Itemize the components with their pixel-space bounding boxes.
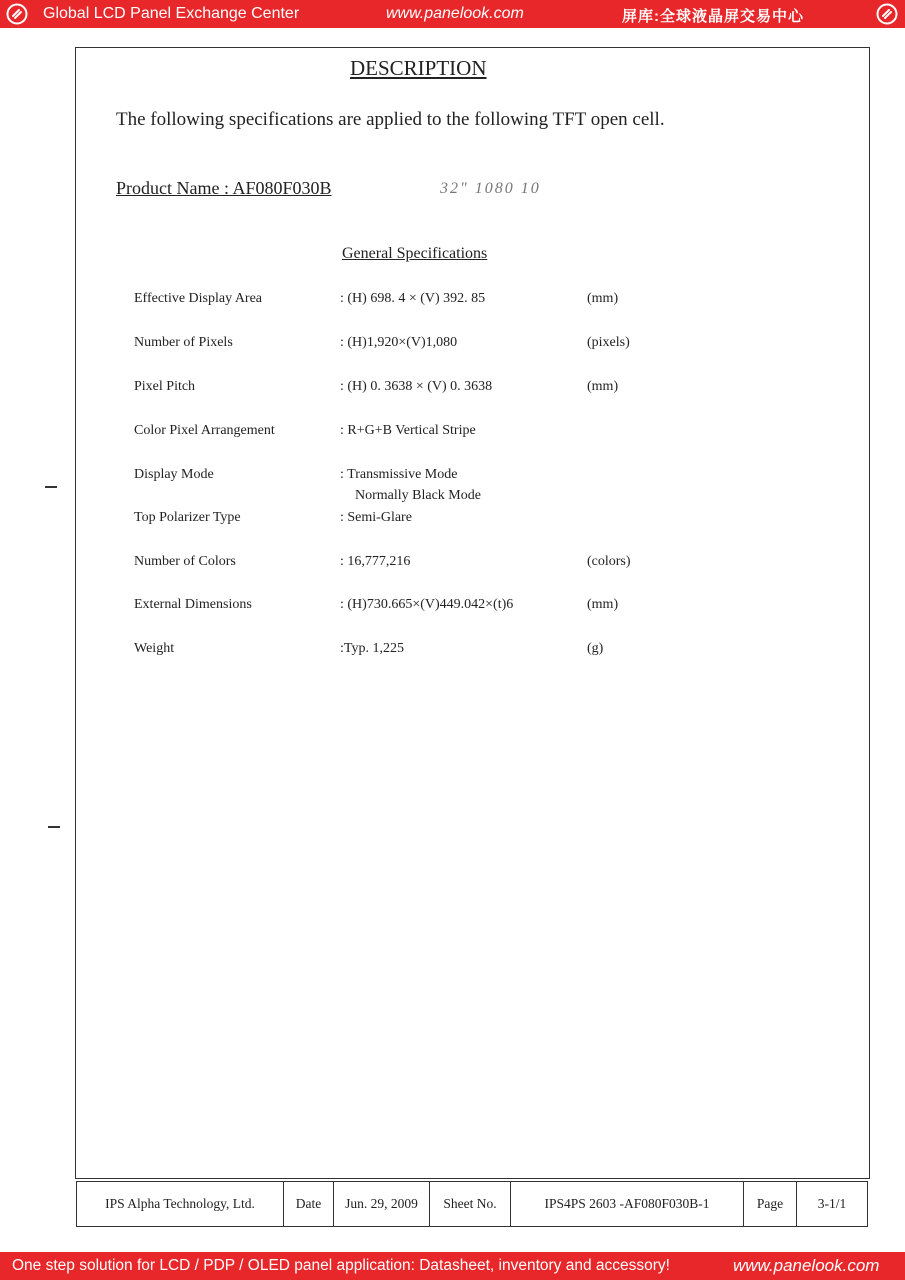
top-banner xyxy=(0,0,905,28)
banner-url-link[interactable]: www.panelook.com xyxy=(386,5,524,22)
spec-label: Weight xyxy=(134,641,175,656)
spec-unit: (mm) xyxy=(587,291,619,306)
date-value: Jun. 29, 2009 xyxy=(334,1182,430,1227)
bottom-banner-text: One step solution for LCD / PDP / OLED panel application: Datasheet, inventory and accessory! xyxy=(12,1257,670,1274)
scan-mark xyxy=(45,486,57,488)
company-name: IPS Alpha Technology, Ltd. xyxy=(77,1182,284,1227)
handwritten-note: 32" 1080 10 xyxy=(440,180,541,197)
spec-unit: (mm) xyxy=(587,597,619,612)
document-frame xyxy=(75,47,870,1179)
spec-value: : (H) 0. 3638 × (V) 0. 3638 xyxy=(340,379,493,394)
spec-label: Number of Pixels xyxy=(134,335,233,350)
intro-text: The following specifications are applied to the following TFT open cell. xyxy=(116,109,665,130)
spec-label: Display Mode xyxy=(134,467,214,482)
banner-chinese-title: 屏库:全球液晶屏交易中心 xyxy=(622,8,804,25)
banner-title: Global LCD Panel Exchange Center xyxy=(43,5,300,22)
scan-mark xyxy=(48,826,60,828)
spec-value: : Transmissive Mode xyxy=(340,467,458,482)
page-title: DESCRIPTION xyxy=(350,56,487,80)
date-label: Date xyxy=(284,1182,334,1227)
spec-label: Pixel Pitch xyxy=(134,379,196,394)
spec-heading: General Specifications xyxy=(342,245,488,262)
spec-value: : (H)730.665×(V)449.042×(t)6 xyxy=(340,597,514,612)
spec-value: : Semi-Glare xyxy=(340,510,412,525)
page-value: 3-1/1 xyxy=(797,1182,868,1227)
page-label: Page xyxy=(744,1182,797,1227)
spec-label: Top Polarizer Type xyxy=(134,510,241,525)
product-name: Product Name : AF080F030B xyxy=(116,178,332,198)
spec-unit: (colors) xyxy=(587,554,631,569)
spec-label: Number of Colors xyxy=(134,554,236,569)
spec-value: : 16,777,216 xyxy=(340,554,411,569)
spec-label: Color Pixel Arrangement xyxy=(134,423,275,438)
panelook-logo-icon[interactable] xyxy=(6,3,28,25)
spec-label: Effective Display Area xyxy=(134,291,263,306)
spec-value: : R+G+B Vertical Stripe xyxy=(340,423,476,438)
spec-value: :Typ. 1,225 xyxy=(340,641,404,656)
spec-value: Normally Black Mode xyxy=(355,488,481,503)
sheet-label: Sheet No. xyxy=(430,1182,511,1227)
spec-unit: (mm) xyxy=(587,379,619,394)
panelook-logo-icon[interactable] xyxy=(876,3,898,25)
bottom-banner-url-link[interactable]: www.panelook.com xyxy=(733,1256,880,1275)
title-block xyxy=(76,1181,868,1227)
spec-value: : (H)1,920×(V)1,080 xyxy=(340,335,458,350)
spec-value: : (H) 698. 4 × (V) 392. 85 xyxy=(340,291,486,306)
bottom-banner xyxy=(0,1252,905,1280)
spec-unit: (pixels) xyxy=(587,335,630,350)
sheet-value: IPS4PS 2603 -AF080F030B-1 xyxy=(511,1182,744,1227)
spec-unit: (g) xyxy=(587,641,604,656)
spec-label: External Dimensions xyxy=(134,597,252,612)
